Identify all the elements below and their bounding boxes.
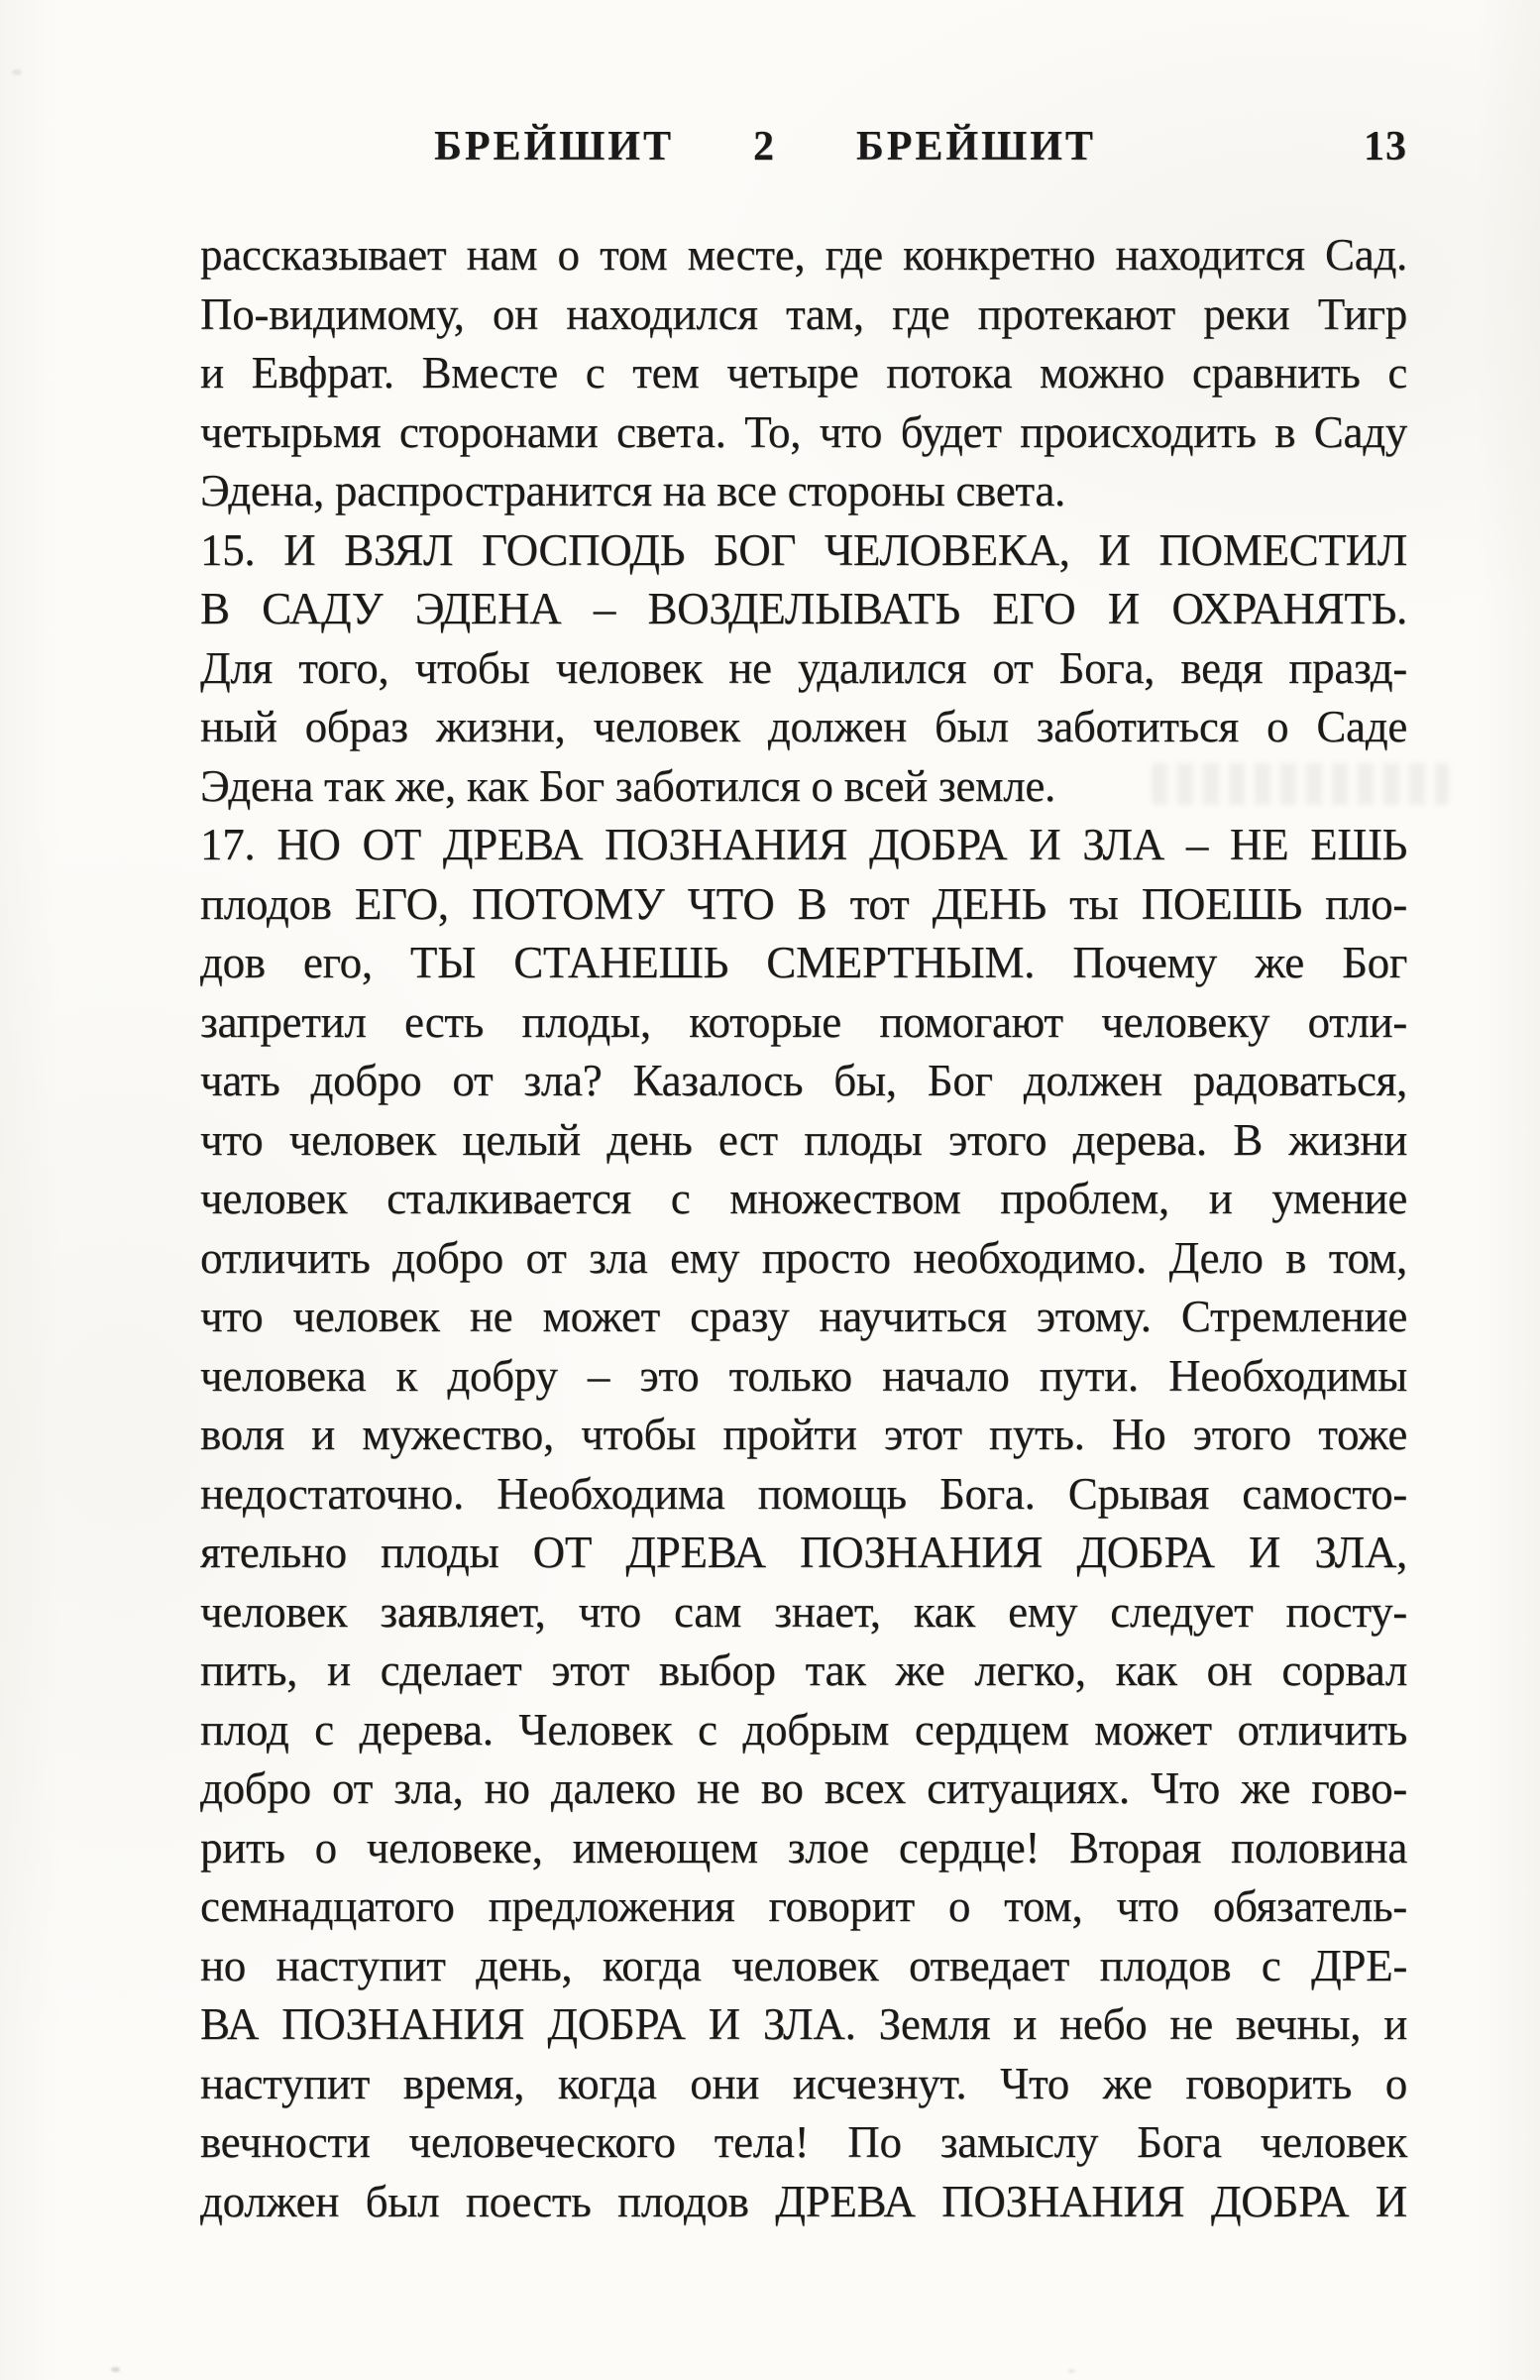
text-line: рассказывает нам о том месте, где конкретно находится Сад. <box>200 230 1407 280</box>
text-line: человек заявляет, что сам знает, как ему следует посту- <box>200 1586 1407 1637</box>
text-line: вечности человеческого тела! По замыслу Бога человек <box>200 2117 1407 2167</box>
text-line: семнадцатого предложения говорит о том, что обязатель- <box>200 1881 1407 1931</box>
parsha-title-left: БРЕЙШИТ <box>434 124 674 170</box>
body-text <box>200 226 1407 2231</box>
text-line: четырьмя сторонами света. То, что будет происходить в Саду <box>200 406 1407 457</box>
paragraph-verse-17 <box>200 816 1407 2231</box>
text-line: ный образ жизни, человек должен был заботиться о Саде <box>200 702 1407 751</box>
text-line: Эдена, распространится на все стороны света. <box>200 466 1065 515</box>
text-line: человека к добру – это только начало пути. Необходимы <box>200 1350 1407 1401</box>
text-line: рить о человеке, имеющем злое сердце! Вторая половина <box>200 1822 1407 1872</box>
text-line: чать добро от зла? Казалось бы, Бог должен радоваться, <box>200 1056 1407 1105</box>
text-line: но наступит день, когда человек отведает плодов с ДРЕ- <box>200 1940 1407 1990</box>
text-line: должен был поесть плодов ДРЕВА ПОЗНАНИЯ ДОБРА И <box>200 2176 1407 2226</box>
ink-bleed-artifact <box>1152 763 1449 805</box>
running-head-titles <box>162 125 1369 169</box>
running-head <box>200 125 1407 170</box>
scan-speck <box>111 2367 120 2372</box>
text-line: Для того, чтобы человек не удалился от Бога, ведя празд- <box>200 642 1407 693</box>
page-number: 13 <box>1364 124 1407 170</box>
text-line: человек сталкивается с множеством проблем, и умение <box>200 1174 1407 1223</box>
paragraph-continuation <box>200 226 1407 521</box>
scan-speck <box>12 69 22 75</box>
text-line: 17. НО ОТ ДРЕВА ПОЗНАНИЯ ДОБРА И ЗЛА – НЕ ЕШЬ <box>200 820 1407 869</box>
text-line: запретил есть плоды, которые помогают человеку отли- <box>200 996 1407 1047</box>
text-line: плодов ЕГО, ПОТОМУ ЧТО В тот ДЕНЬ ты ПОЕШЬ пло- <box>200 878 1407 929</box>
text-line: плод с дерева. Человек с добрым сердцем может отличить <box>200 1704 1407 1755</box>
text-line: дов его, ТЫ СТАНЕШЬ СМЕРТНЫМ. Почему же Бог <box>200 938 1407 987</box>
text-line: и Евфрат. Вместе с тем четыре потока можно сравнить с <box>200 348 1407 397</box>
parsha-title-right: БРЕЙШИТ <box>856 124 1096 170</box>
text-line: 15. И ВЗЯЛ ГОСПОДЬ БОГ ЧЕЛОВЕКА, И ПОМЕСТИЛ <box>200 524 1407 575</box>
chapter-number: 2 <box>753 124 777 170</box>
text-line: По-видимому, он находился там, где протекают реки Тигр <box>200 288 1407 339</box>
text-line: Эдена так же, как Бог заботился о всей земле. <box>200 760 1055 811</box>
text-line: ятельно плоды ОТ ДРЕВА ПОЗНАНИЯ ДОБРА И ЗЛА, <box>200 1528 1407 1577</box>
text-line: что человек целый день ест плоды этого дерева. В жизни <box>200 1114 1407 1165</box>
text-line: воля и мужество, чтобы пройти этот путь. Но этого тоже <box>200 1410 1407 1459</box>
text-line: ВА ПОЗНАНИЯ ДОБРА И ЗЛА. Земля и небо не вечны, и <box>200 1999 1407 2049</box>
text-line: добро от зла, но далеко не во всех ситуациях. Что же гово- <box>200 1763 1407 1813</box>
text-line: недостаточно. Необходима помощь Бога. Срывая самосто- <box>200 1468 1407 1519</box>
text-line: В САДУ ЭДЕНА – ВОЗДЕЛЫВАТЬ ЕГО И ОХРАНЯТЬ. <box>200 584 1407 633</box>
text-line: наступит время, когда они исчезнут. Что же говорить о <box>200 2058 1407 2108</box>
text-line: пить, и сделает этот выбор так же легко, как он сорвал <box>200 1645 1407 1695</box>
text-line: что человек не может сразу научиться этому. Стремление <box>200 1292 1407 1341</box>
text-line: отличить добро от зла ему просто необходимо. Дело в том, <box>200 1232 1407 1283</box>
scan-speck <box>1068 2369 1075 2373</box>
